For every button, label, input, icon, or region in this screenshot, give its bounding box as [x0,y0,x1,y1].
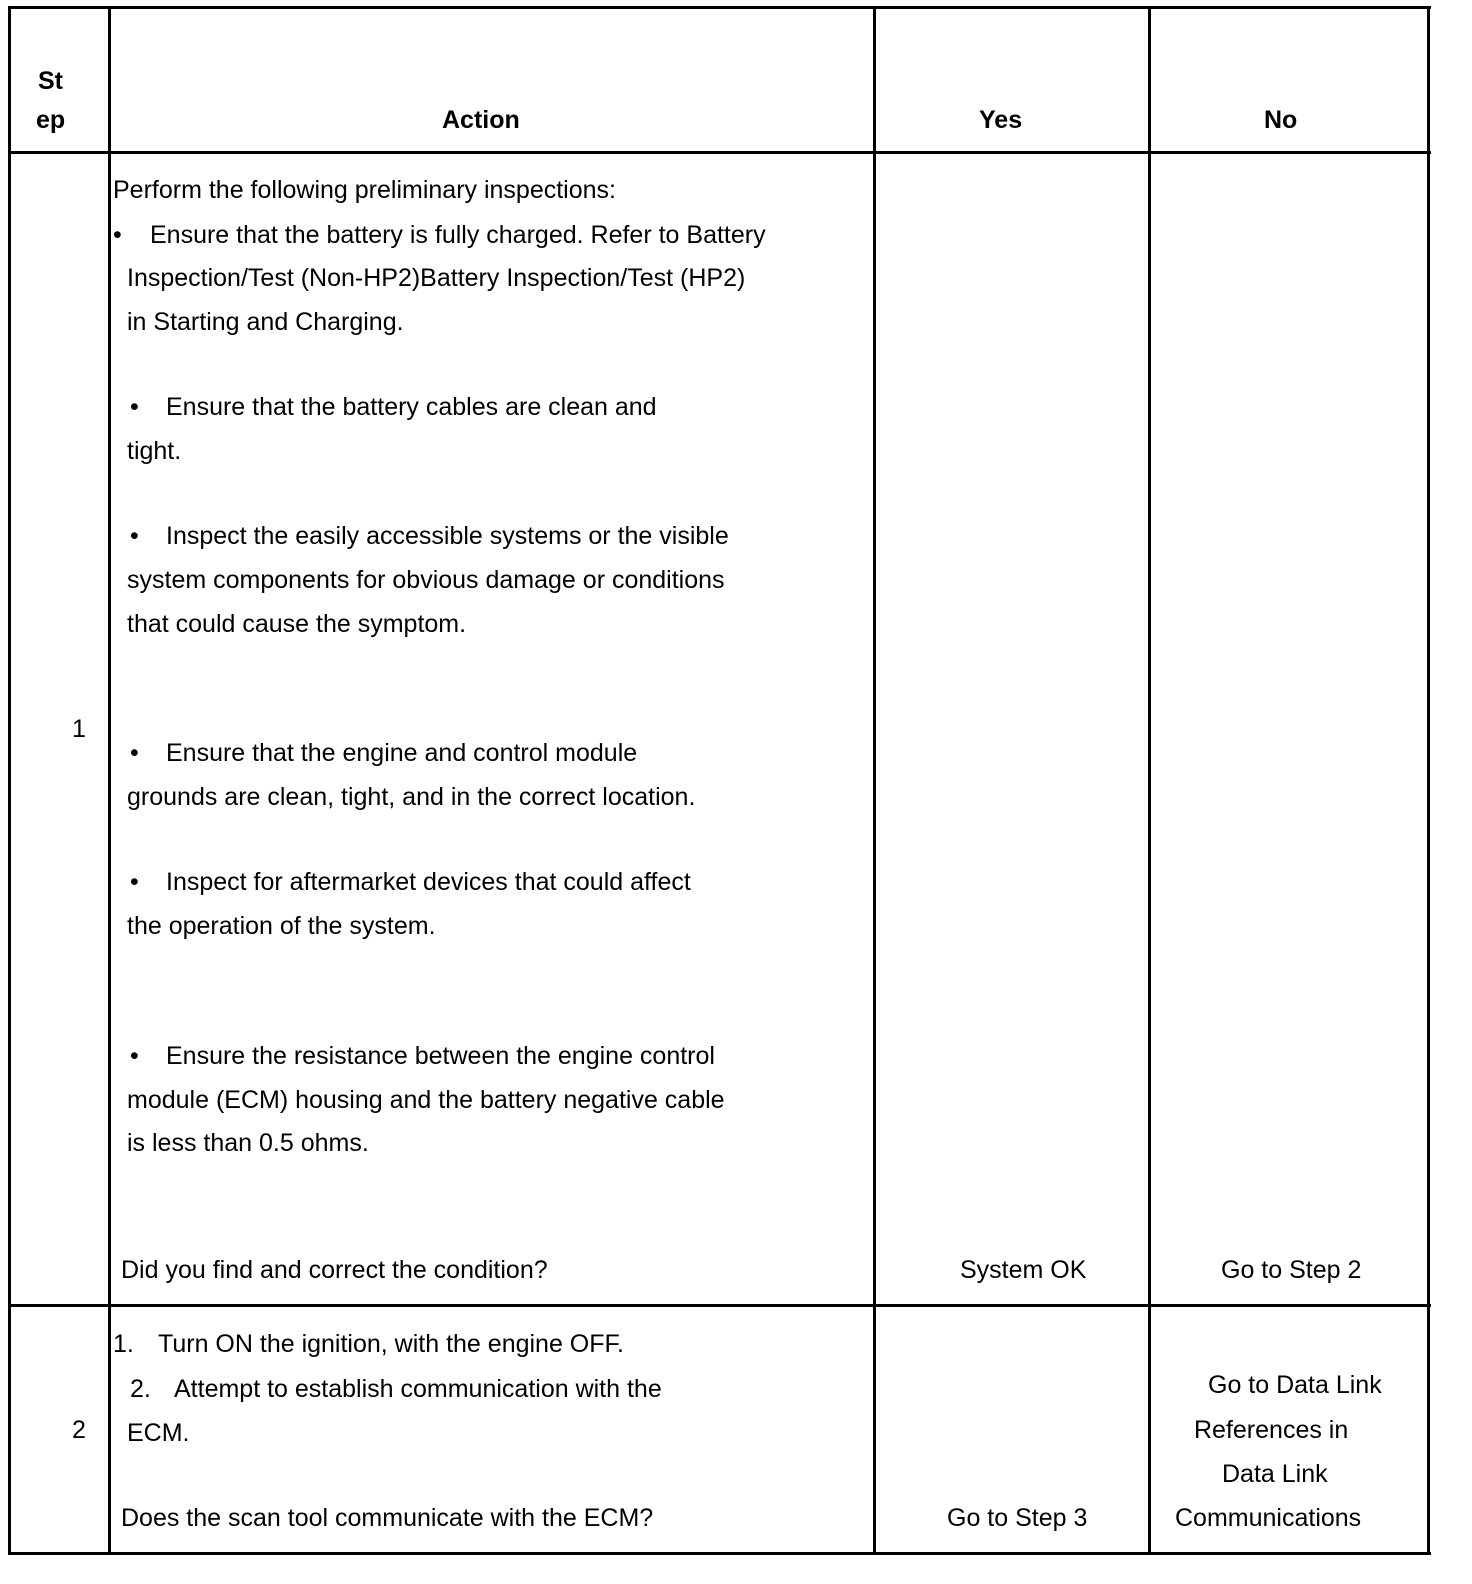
bullet-6-mark: • [130,1042,139,1070]
header-yes: Yes [979,106,1023,134]
bullet-4-mark: • [130,739,139,767]
row-2-no-line2: References in [1194,1416,1349,1444]
row-2-step-1-number: 1. [113,1330,134,1358]
header-action: Action [442,106,520,134]
table-border-right [1427,6,1430,1555]
row-2-no-line4: Communications [1175,1504,1362,1532]
row-1-yes: System OK [960,1256,1087,1284]
header-no: No [1264,106,1298,134]
header-divider [8,151,1431,154]
table-border-left [8,6,11,1555]
table-border-top [8,6,1431,9]
row-2-no-line3: Data Link [1222,1460,1328,1488]
row-divider [8,1304,1431,1307]
bullet-4-line1: Ensure that the engine and control module [166,739,638,767]
column-divider-yes [1148,6,1151,1555]
row-1-question: Did you find and correct the condition? [121,1256,548,1284]
row-2-step-2-text-cont: ECM. [127,1419,190,1447]
bullet-3-mark: • [130,522,139,550]
column-divider-step [108,6,111,1555]
bullet-2-mark: • [130,393,139,421]
bullet-6-line2: module (ECM) housing and the battery negative cable [127,1086,725,1114]
step-number-2: 2 [72,1416,86,1444]
bullet-2-line1: Ensure that the battery cables are clean and [166,393,657,421]
bullet-4-line2: grounds are clean, tight, and in the correct location. [127,783,696,811]
row-1-no: Go to Step 2 [1221,1256,1362,1284]
bullet-3-line3: that could cause the symptom. [127,610,467,638]
bullet-1-line3: in Starting and Charging. [127,308,404,336]
bullet-5-line1: Inspect for aftermarket devices that could affect [166,868,691,896]
bullet-3-line1: Inspect the easily accessible systems or the visible [166,522,729,550]
bullet-1-line1: Ensure that the battery is fully charged. Refer to Battery [150,221,766,249]
action-intro: Perform the following preliminary inspections: [113,176,616,204]
header-step-line1: St [38,67,63,95]
row-2-question: Does the scan tool communicate with the ECM? [121,1504,654,1532]
column-divider-action [873,6,876,1555]
row-2-yes: Go to Step 3 [947,1504,1088,1532]
bullet-2-line2: tight. [127,437,182,465]
bullet-5-mark: • [130,868,139,896]
header-step-line2: ep [36,106,66,134]
bullet-6-line3: is less than 0.5 ohms. [127,1129,369,1157]
bullet-1-line2: Inspection/Test (Non-HP2)Battery Inspection/Test (HP2) [127,264,746,292]
bullet-1-mark: • [113,221,122,249]
row-2-no-line1: Go to Data Link [1208,1371,1382,1399]
bullet-6-line1: Ensure the resistance between the engine control [166,1042,715,1070]
row-2-step-1-text: Turn ON the ignition, with the engine OFF. [158,1330,624,1358]
bullet-5-line2: the operation of the system. [127,912,436,940]
row-2-step-2-number: 2. [130,1375,151,1403]
bullet-3-line2: system components for obvious damage or conditions [127,566,725,594]
table-border-bottom [8,1552,1431,1555]
step-number-1: 1 [72,715,86,743]
row-2-step-2-text: Attempt to establish communication with the [174,1375,662,1403]
